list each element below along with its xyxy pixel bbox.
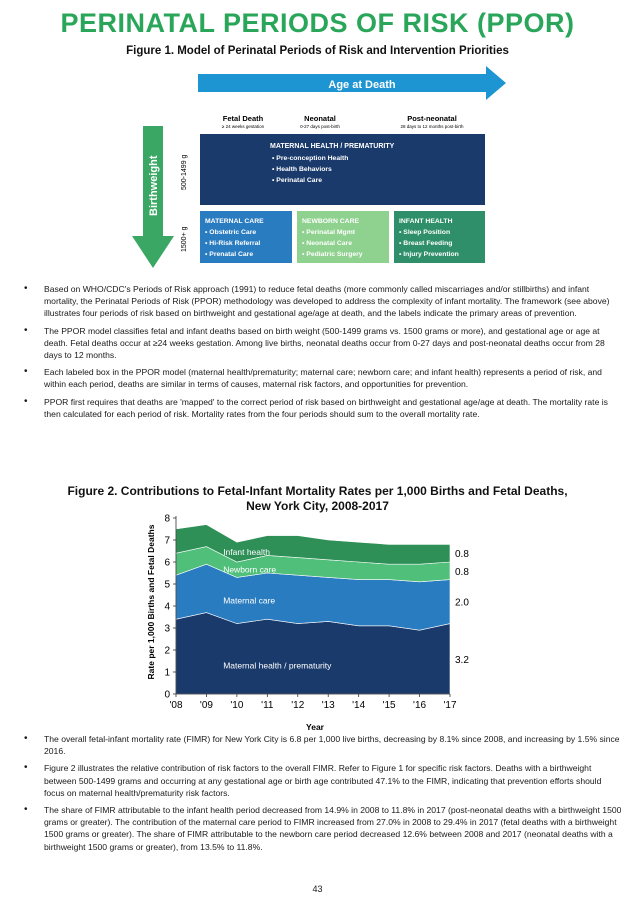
figure1-title: Figure 1. Model of Perinatal Periods of Risk and Intervention Priorities — [126, 45, 509, 57]
list-item: • The share of FIMR attributable to the infant health period decreased from 14.9% in 2008 to 11.8% in 2017 (post-neonatal deaths with a birthweight 1500 grams or greater). The contribution of the maternal care period to FIMR increased from 27.0% in 2008 to 29.4% in 2017 (fetal deaths with a birthweight 1500 grams or greater). The share of FIMR attributable to the newborn care period decreased 12.6% between 2008 and 2017 (neonatal deaths with a birthweight 1500 grams or greater), from 13.5% to 11.8%. — [22, 804, 622, 853]
column-subheader: 28 days to 12 months post-birth — [400, 124, 464, 129]
maternal-care-title: MATERNAL CARE — [205, 218, 264, 225]
list-item: • Neonatal Care — [302, 240, 352, 247]
list-item: • Perinatal Care — [272, 177, 322, 184]
y-tick-label: 7 — [164, 535, 170, 547]
end-value-label: 0.8 — [455, 566, 469, 578]
y-tick-label: 1 — [164, 667, 170, 679]
row-label-low-weight: 500-1499 g — [181, 154, 188, 190]
series-label: Maternal health / prematurity — [223, 660, 332, 671]
end-value-label: 2.0 — [455, 597, 469, 609]
list-item: • Figure 2 illustrates the relative contribution of risk factors to the overall FIMR. Refer to Figure 1 for specific risk factors. Deaths with a birthweight between 500-1499 grams and occurring at any gestational age or birth age contributed 47.1% to the FIMR, indicating that prevention efforts should focus on maternal health/prematurity risk factors. — [22, 762, 622, 799]
list-item: • Health Behaviors — [272, 166, 332, 173]
x-tick-label: '11 — [261, 700, 274, 711]
list-item: • Based on WHO/CDC's Periods of Risk approach (1991) to reduce fetal deaths (more commonly called miscarriages and/or stillbirths) and infant mortality, the Perinatal Periods of Risk (PPOR) methodology was developed to address the complexity of infant mortality. The framework (see above) illustrates four periods of risk based on birthweight and gestational age/age at death, and the labels indicate the primary areas of prevention. — [22, 283, 622, 320]
x-tick-label: '14 — [352, 700, 366, 711]
bullets-section-1 — [22, 283, 622, 425]
y-tick-label: 5 — [164, 579, 170, 591]
list-item: • Prenatal Care — [205, 251, 254, 258]
list-item: • Breast Feeding — [399, 240, 453, 247]
series-label: Infant health — [223, 547, 270, 558]
age-at-death-label: Age at Death — [328, 79, 396, 91]
column-subheader: ≥ 24 weeks gestation — [221, 124, 265, 129]
list-item: • The PPOR model classifies fetal and infant deaths based on birth weight (500-1499 grams vs. 1500 grams or more), and gestational age or age at death. Fetal deaths occur at ≥24 weeks gestation. Among live births, neonatal deaths occur from 0-27 days and post-neonatal deaths occur from 28 days to 12 months. — [22, 325, 622, 362]
list-item: • Each labeled box in the PPOR model (maternal health/prematurity; maternal care; newborn care; and infant health) represents a period of risk, and within each period, deaths are similar in terms of causes, maternal risk factors, and opportunities for prevention. — [22, 366, 622, 390]
list-item: • PPOR first requires that deaths are 'mapped' to the correct period of risk based on birthweight and gestational age/age at death. The mortality rate is then calculated for each period of risk. Mortality rates from the four periods should sum to the overall mortality rate. — [22, 396, 622, 420]
end-value-label: 0.8 — [455, 549, 469, 561]
y-tick-label: 6 — [164, 557, 170, 569]
series-label: Maternal care — [223, 595, 276, 606]
newborn-care-title: NEWBORN CARE — [302, 218, 360, 225]
x-axis-title: Year — [306, 722, 324, 732]
maternal-health-title: MATERNAL HEALTH / PREMATURITY — [270, 143, 395, 150]
row-label-normal-weight: 1500+ g — [181, 226, 188, 252]
y-tick-label: 8 — [164, 513, 170, 525]
page-title: PERINATAL PERIODS OF RISK (PPOR) — [60, 8, 575, 38]
y-tick-label: 4 — [164, 601, 170, 613]
x-tick-label: '16 — [413, 700, 427, 711]
series-label: Newborn care — [223, 564, 277, 575]
list-item: • Obstetric Care — [205, 229, 257, 236]
column-header: Fetal Death — [222, 114, 264, 123]
infant-health-title: INFANT HEALTH — [399, 218, 453, 225]
birthweight-label: Birthweight — [148, 155, 160, 216]
list-item: • Injury Prevention — [399, 251, 459, 258]
y-tick-label: 0 — [164, 689, 170, 701]
x-tick-label: '08 — [169, 700, 183, 711]
list-item: • Pre-conception Health — [272, 155, 349, 162]
column-header: Post-neonatal — [407, 114, 457, 123]
column-header: Neonatal — [304, 114, 336, 123]
x-tick-label: '17 — [443, 700, 457, 711]
y-axis-title: Rate per 1,000 Births and Fetal Deaths — [146, 524, 156, 680]
x-tick-label: '10 — [230, 700, 244, 711]
figure1-diagram — [130, 66, 510, 272]
figure2-title: Figure 2. Contributions to Fetal-Infant Mortality Rates per 1,000 Births and Fetal Deaths, New York City, 2008-2017 — [67, 484, 568, 513]
y-tick-label: 3 — [164, 623, 170, 635]
x-tick-label: '12 — [291, 700, 305, 711]
x-tick-label: '09 — [199, 700, 213, 711]
column-subheader: 0-27 days post-birth — [300, 124, 340, 129]
y-tick-label: 2 — [164, 645, 170, 657]
list-item: • The overall fetal-infant mortality rate (FIMR) for New York City is 6.8 per 1,000 live births, decreasing by 8.1% since 2008, and increasing by 1.5% since 2016. — [22, 733, 622, 757]
list-item: • Hi-Risk Referral — [205, 240, 261, 247]
end-value-label: 3.2 — [455, 654, 469, 666]
list-item: • Perinatal Mgmt — [302, 229, 356, 236]
figure2-chart — [140, 512, 500, 737]
list-item: • Pediatric Surgery — [302, 251, 363, 258]
page-number: 43 — [312, 884, 323, 894]
bullets-section-2 — [22, 733, 622, 858]
x-tick-label: '13 — [321, 700, 335, 711]
list-item: • Sleep Position — [399, 229, 451, 236]
x-tick-label: '15 — [382, 700, 396, 711]
